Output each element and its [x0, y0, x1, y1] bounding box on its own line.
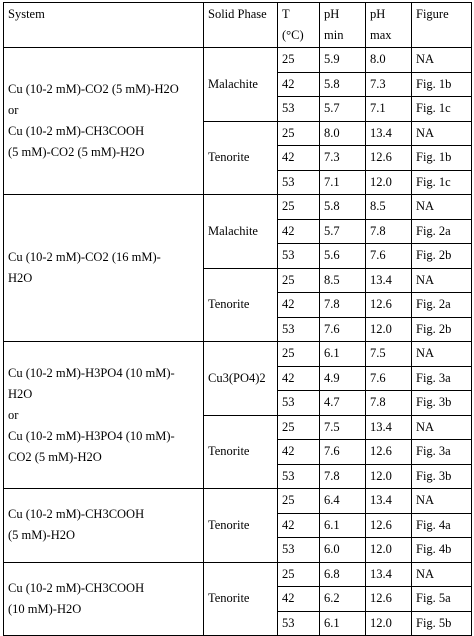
figure-cell: Fig. 2b [412, 244, 472, 269]
header-system: System [4, 3, 204, 48]
ph-min-cell: 7.3 [320, 146, 366, 171]
figure-cell: Fig. 3b [412, 391, 472, 416]
figure-cell: NA [412, 268, 472, 293]
figure-cell: NA [412, 562, 472, 587]
header-ph-label: pH [370, 7, 386, 21]
temperature-cell: 25 [278, 415, 320, 440]
figure-cell: Fig. 1c [412, 97, 472, 122]
ph-min-cell: 8.0 [320, 121, 366, 146]
header-solid-phase: Solid Phase [204, 3, 278, 48]
temperature-cell: 42 [278, 146, 320, 171]
temperature-cell: 53 [278, 464, 320, 489]
header-t-label: T [282, 7, 290, 21]
figure-cell: Fig. 1b [412, 72, 472, 97]
ph-min-cell: 6.4 [320, 489, 366, 514]
system-cell [4, 195, 204, 342]
ph-max-cell: 13.4 [366, 268, 412, 293]
table-row [4, 195, 472, 220]
figure-cell: Fig. 5a [412, 587, 472, 612]
ph-max-cell: 7.5 [366, 342, 412, 367]
header-min-label: min [324, 28, 344, 42]
table-row [4, 489, 472, 514]
ph-min-cell: 6.2 [320, 587, 366, 612]
ph-max-cell: 12.6 [366, 440, 412, 465]
header-ph-max [366, 3, 412, 48]
ph-min-cell: 6.1 [320, 342, 366, 367]
figure-cell: NA [412, 121, 472, 146]
figure-cell: Fig. 2b [412, 317, 472, 342]
ph-max-cell: 12.0 [366, 611, 412, 636]
solid-phase-cell: Tenorite [204, 489, 278, 563]
temperature-cell: 53 [278, 244, 320, 269]
figure-cell: Fig. 3a [412, 440, 472, 465]
solid-phase-cell: Tenorite [204, 268, 278, 342]
temperature-cell: 25 [278, 48, 320, 73]
system-cell [4, 342, 204, 489]
header-figure: Figure [412, 3, 472, 48]
ph-min-cell: 6.1 [320, 513, 366, 538]
ph-min-cell: 7.6 [320, 440, 366, 465]
data-table [3, 2, 472, 636]
table-row [4, 342, 472, 367]
ph-min-cell: 6.8 [320, 562, 366, 587]
table-container [3, 2, 472, 636]
system-cell [4, 489, 204, 563]
solid-phase-cell: Tenorite [204, 415, 278, 489]
figure-cell: Fig. 2a [412, 219, 472, 244]
system-line: H2O [8, 386, 33, 401]
ph-max-cell: 12.6 [366, 587, 412, 612]
solid-phase-cell: Tenorite [204, 121, 278, 195]
ph-min-cell: 5.9 [320, 48, 366, 73]
temperature-cell: 25 [278, 121, 320, 146]
system-line: (5 mM)-CO2 (5 mM)-H2O [8, 145, 145, 159]
system-line: Cu (10-2 mM)-CO2 (16 mM)- [8, 250, 161, 264]
temperature-cell: 25 [278, 268, 320, 293]
temperature-cell: 25 [278, 489, 320, 514]
ph-min-cell: 4.7 [320, 391, 366, 416]
ph-max-cell: 12.6 [366, 293, 412, 318]
ph-max-cell: 7.3 [366, 72, 412, 97]
system-line: or [8, 407, 19, 422]
temperature-cell: 25 [278, 562, 320, 587]
header-max-label: max [370, 28, 392, 42]
header-temperature [278, 3, 320, 48]
table-body [4, 48, 472, 636]
temperature-cell: 42 [278, 513, 320, 538]
ph-min-cell: 7.1 [320, 170, 366, 195]
temperature-cell: 53 [278, 391, 320, 416]
header-t-unit: (°C) [282, 28, 304, 42]
ph-min-cell: 5.8 [320, 195, 366, 220]
temperature-cell: 53 [278, 538, 320, 563]
temperature-cell: 42 [278, 293, 320, 318]
ph-max-cell: 7.1 [366, 97, 412, 122]
system-line: Cu (10-2 mM)-CH3COOH [8, 507, 145, 522]
temperature-cell: 42 [278, 587, 320, 612]
figure-cell: NA [412, 48, 472, 73]
solid-phase-cell: Tenorite [204, 562, 278, 636]
ph-min-cell: 5.7 [320, 97, 366, 122]
figure-cell: NA [412, 415, 472, 440]
figure-cell: Fig. 1c [412, 170, 472, 195]
temperature-cell: 25 [278, 195, 320, 220]
figure-cell: Fig. 4a [412, 513, 472, 538]
ph-max-cell: 13.4 [366, 489, 412, 514]
ph-min-cell: 5.8 [320, 72, 366, 97]
ph-min-cell: 7.8 [320, 293, 366, 318]
ph-max-cell: 13.4 [366, 121, 412, 146]
temperature-cell: 42 [278, 219, 320, 244]
system-cell [4, 562, 204, 636]
figure-cell: NA [412, 489, 472, 514]
figure-cell: Fig. 1b [412, 146, 472, 171]
ph-max-cell: 12.0 [366, 464, 412, 489]
figure-cell: Fig. 2a [412, 293, 472, 318]
solid-phase-cell: Malachite [204, 48, 278, 122]
ph-min-cell: 7.5 [320, 415, 366, 440]
system-line: Cu (10-2 mM)-H3PO4 (10 mM)- [8, 365, 175, 380]
system-line: or [8, 103, 19, 117]
system-line: (5 mM)-H2O [8, 528, 76, 543]
ph-min-cell: 5.7 [320, 219, 366, 244]
temperature-cell: 53 [278, 317, 320, 342]
ph-max-cell: 7.6 [366, 366, 412, 391]
solid-phase-cell: Cu3(PO4)2 [204, 342, 278, 416]
system-line: Cu (10-2 mM)-CO2 (5 mM)-H2O [8, 82, 179, 96]
ph-min-cell: 7.6 [320, 317, 366, 342]
system-line: H2O [8, 271, 33, 285]
system-line: Cu (10-2 mM)-CH3COOH [8, 124, 145, 138]
system-line: Cu (10-2 mM)-CH3COOH [8, 580, 145, 595]
system-line: CO2 (5 mM)-H2O [8, 449, 102, 464]
system-cell [4, 48, 204, 195]
ph-min-cell: 6.1 [320, 611, 366, 636]
figure-cell: Fig. 3b [412, 464, 472, 489]
figure-cell: NA [412, 195, 472, 220]
ph-max-cell: 7.8 [366, 391, 412, 416]
temperature-cell: 25 [278, 342, 320, 367]
temperature-cell: 53 [278, 611, 320, 636]
ph-max-cell: 7.8 [366, 219, 412, 244]
ph-min-cell: 6.0 [320, 538, 366, 563]
temperature-cell: 42 [278, 366, 320, 391]
ph-min-cell: 7.8 [320, 464, 366, 489]
temperature-cell: 42 [278, 72, 320, 97]
figure-cell: Fig. 5b [412, 611, 472, 636]
ph-max-cell: 12.0 [366, 317, 412, 342]
ph-min-cell: 4.9 [320, 366, 366, 391]
ph-max-cell: 12.6 [366, 513, 412, 538]
system-line: Cu (10-2 mM)-H3PO4 (10 mM)- [8, 428, 175, 443]
figure-cell: NA [412, 342, 472, 367]
ph-max-cell: 8.5 [366, 195, 412, 220]
system-line: (10 mM)-H2O [8, 601, 82, 616]
ph-min-cell: 8.5 [320, 268, 366, 293]
header-ph-min [320, 3, 366, 48]
ph-max-cell: 12.6 [366, 146, 412, 171]
ph-max-cell: 8.0 [366, 48, 412, 73]
header-row [4, 3, 472, 48]
temperature-cell: 42 [278, 440, 320, 465]
header-ph-label: pH [324, 7, 340, 21]
ph-max-cell: 13.4 [366, 415, 412, 440]
ph-max-cell: 12.0 [366, 538, 412, 563]
figure-cell: Fig. 3a [412, 366, 472, 391]
ph-max-cell: 12.0 [366, 170, 412, 195]
ph-max-cell: 13.4 [366, 562, 412, 587]
ph-max-cell: 7.6 [366, 244, 412, 269]
table-row [4, 562, 472, 587]
ph-min-cell: 5.6 [320, 244, 366, 269]
table-row [4, 48, 472, 73]
temperature-cell: 53 [278, 170, 320, 195]
solid-phase-cell: Malachite [204, 195, 278, 269]
temperature-cell: 53 [278, 97, 320, 122]
figure-cell: Fig. 4b [412, 538, 472, 563]
